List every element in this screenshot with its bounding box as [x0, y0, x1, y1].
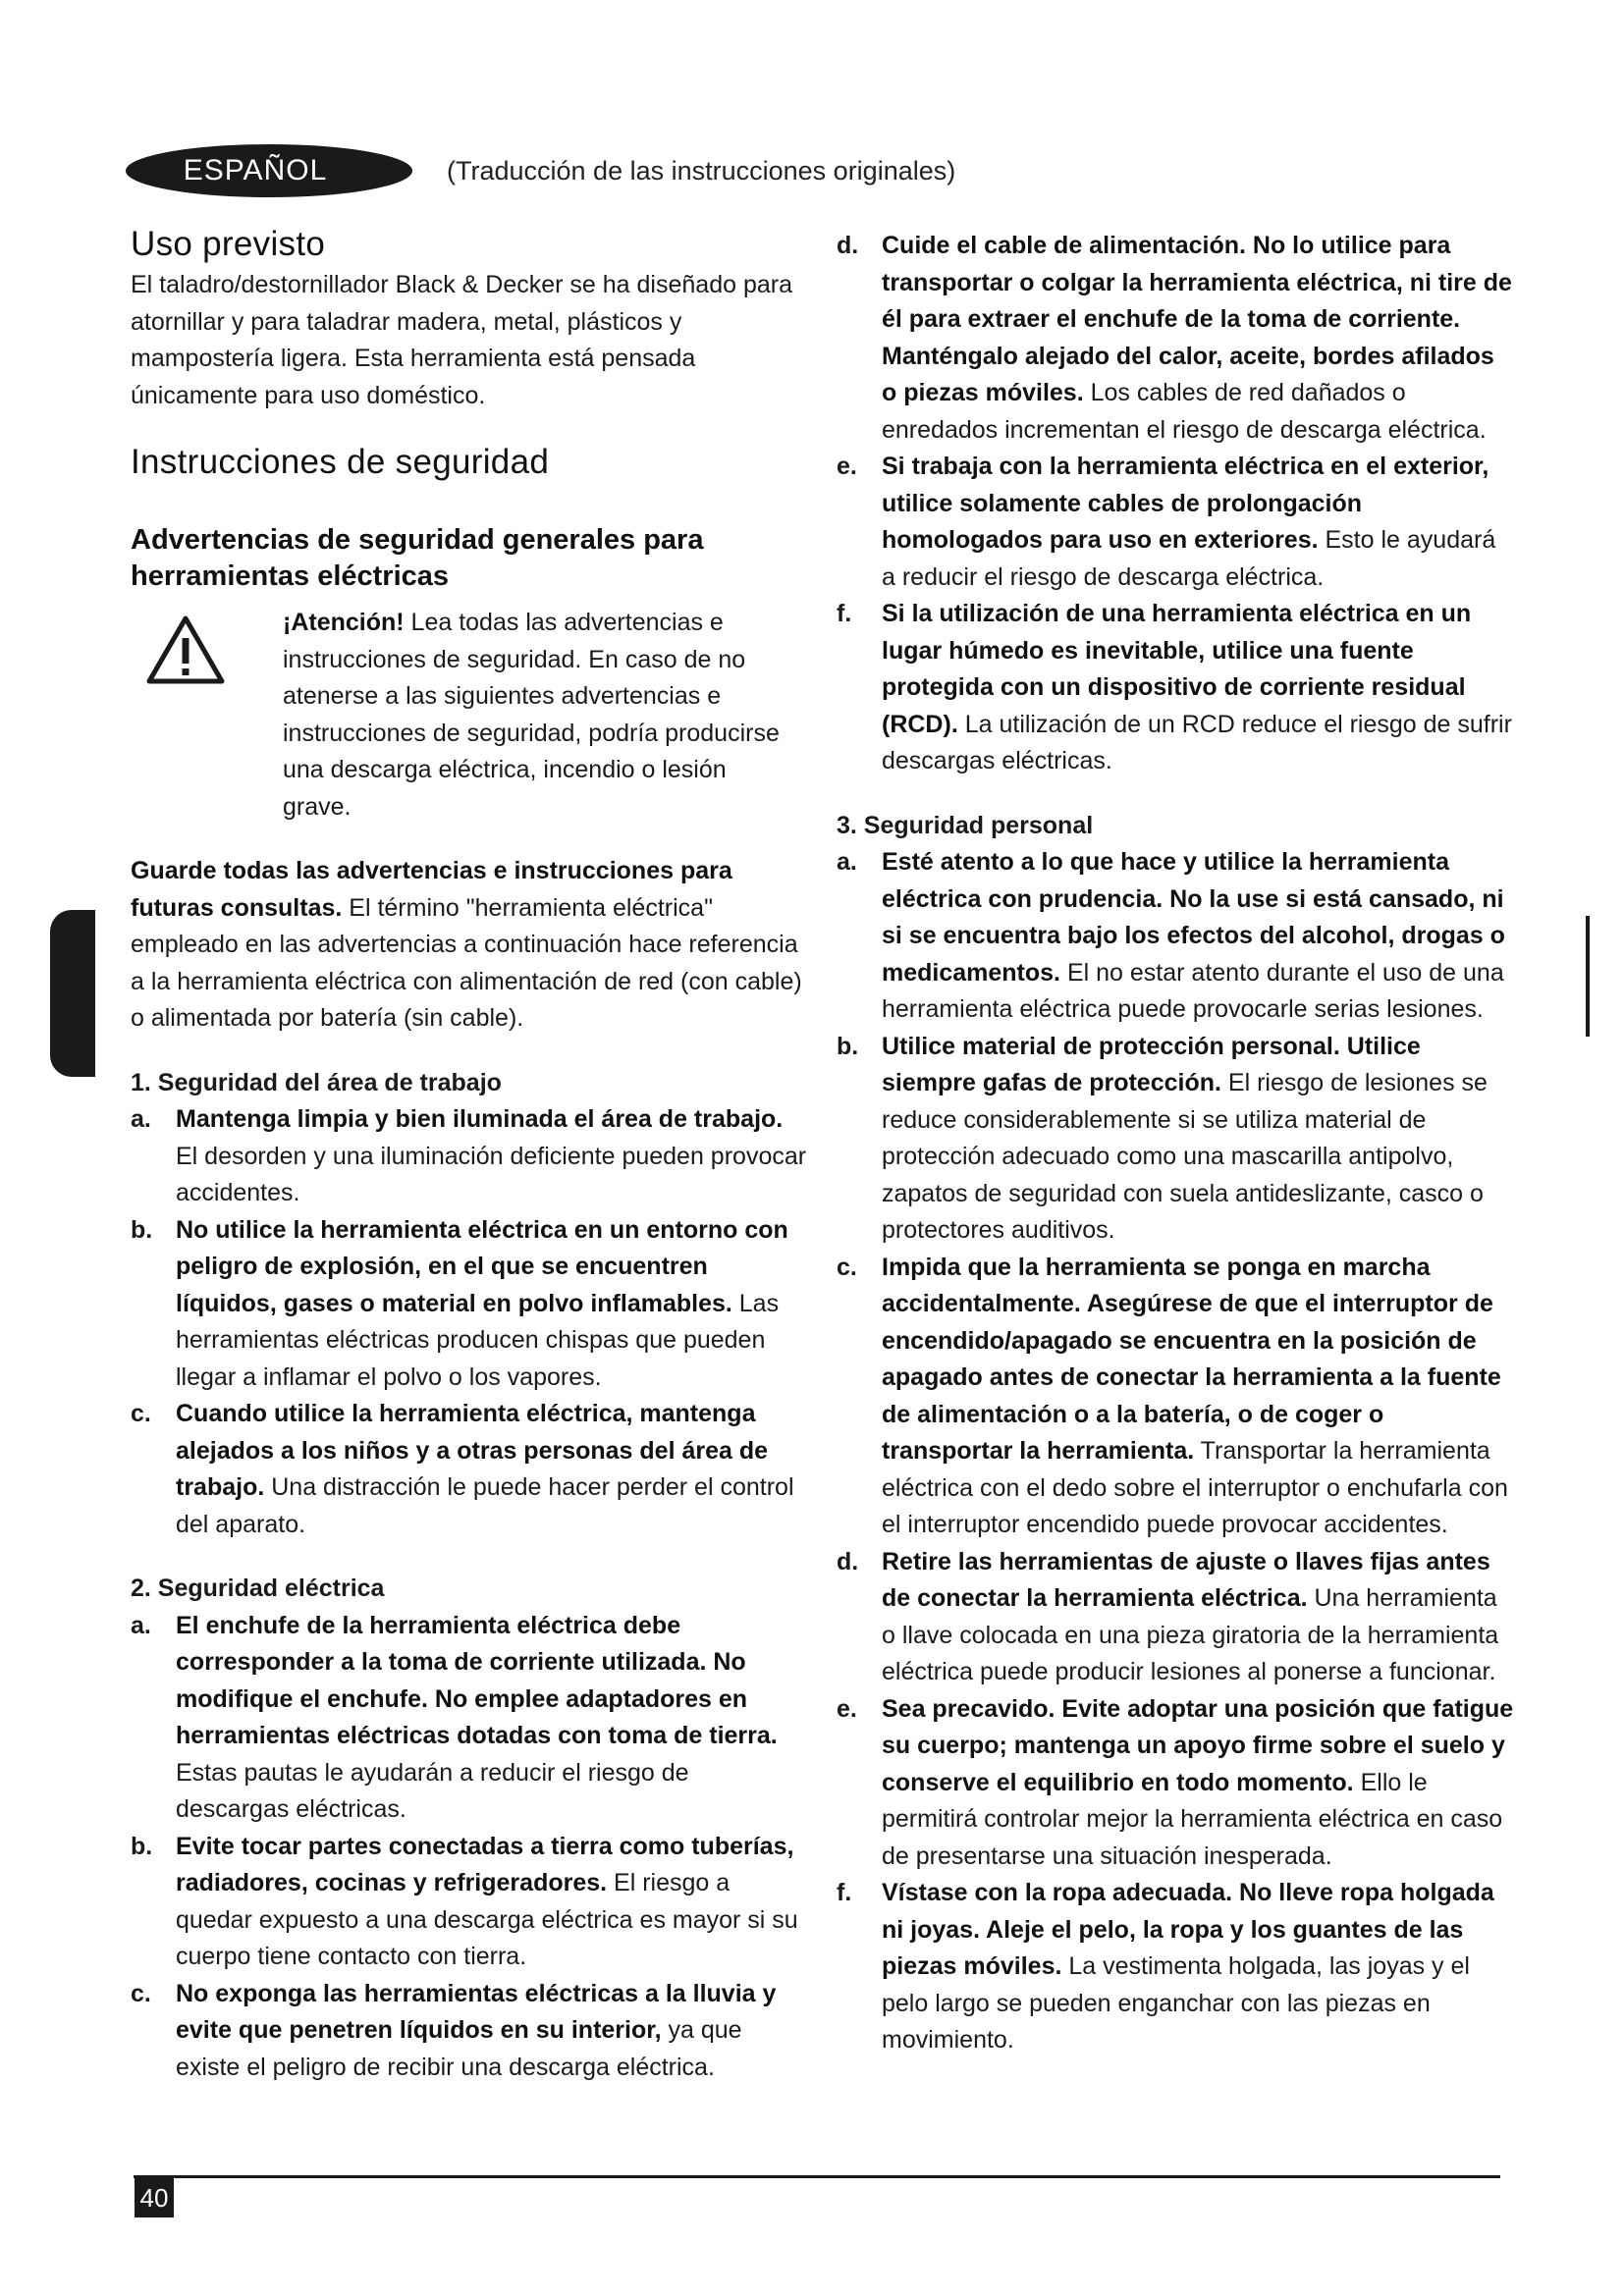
item-text: Una herramienta o llave colocada en una pieza giratoria de la herramienta eléctrica puede producir lesiones al ponerse a funcionar. — [882, 1584, 1499, 1685]
uso-previsto-text: El taladro/destornillador Black & Decker se ha diseñado para atornillar y para taladrar madera, metal, plásticos y mampostería ligera. Esta herramienta está pensada únicamente para uso doméstico. — [131, 271, 792, 409]
guarde-paragraph — [131, 853, 808, 1038]
list-item — [837, 1250, 1514, 1544]
item-bold: Esté atento a lo que hace y utilice la herramienta eléctrica con prudencia. No la use si está cansado, ni si se encuentra bajo los efectos del alcohol, drogas o medicamentos. — [882, 848, 1505, 987]
left-column — [131, 224, 808, 2086]
instrucciones-heading: Instrucciones de seguridad — [131, 443, 550, 481]
item-text: Transportar la herramienta eléctrica con el dedo sobre el interruptor o enchufarla con el interruptor encendido puede provocar accidentes. — [882, 1437, 1508, 1538]
uso-previsto-heading: Uso previsto — [131, 225, 326, 263]
list-item — [131, 1396, 808, 1543]
item-label: c. — [131, 1979, 151, 2007]
advertencias-heading: Advertencias de seguridad generales para herramientas eléctricas — [131, 524, 704, 592]
item-text: Estas pautas le ayudarán a reducir el riesgo de descargas eléctricas. — [176, 1758, 689, 1823]
item-bold: El enchufe de la herramienta eléctrica debe corresponder a la toma de corriente utilizada. No modifique el enchufe. No emplee adaptadores en herramientas eléctricas dotadas con toma de tierra. — [176, 1611, 778, 1749]
item-label: a. — [131, 1105, 151, 1133]
item-label: e. — [837, 1694, 857, 1723]
item-bold: Evite tocar partes conectadas a tierra como tuberías, radiadores, cocinas y refrigeradores. — [176, 1832, 794, 1896]
page-number: 40 — [135, 2178, 174, 2217]
list-item — [131, 1212, 808, 1397]
list-item — [837, 449, 1514, 596]
item-text: La utilización de un RCD reduce el riesgo de sufrir descargas eléctricas. — [882, 710, 1512, 774]
item-bold: Mantenga limpia y bien iluminada el área de trabajo. — [176, 1105, 784, 1133]
list-item — [131, 1608, 808, 1829]
item-label: b. — [131, 1832, 153, 1860]
item-bold: Vístase con la ropa adecuada. No lleve ropa holgada ni joyas. Aleje el pelo, la ropa y los guantes de las piezas móviles. — [882, 1879, 1494, 1980]
item-text: El riesgo a quedar expuesto a una descarga eléctrica es mayor si su cuerpo tiene contacto con tierra. — [176, 1869, 798, 1970]
item-label: a. — [131, 1611, 151, 1639]
list-item — [837, 596, 1514, 780]
item-label: f. — [837, 600, 852, 627]
item-text: Ello le permitirá controlar mejor la herramienta eléctrica en caso de presentarse una situación inesperada. — [882, 1768, 1503, 1870]
list-item — [837, 1875, 1514, 2059]
item-label: c. — [837, 1253, 857, 1281]
item-text: La vestimenta holgada, las joyas y el pelo largo se pueden enganchar con las piezas en movimiento. — [882, 1952, 1470, 2054]
margin-marker — [1586, 916, 1590, 1037]
item-text: Esto le ayudará a reducir el riesgo de descarga eléctrica. — [882, 526, 1496, 591]
item-label: d. — [837, 232, 859, 259]
guarde-body: El término "herramienta eléctrica" empleado en las advertencias a continuación hace referencia a la herramienta eléctrica con alimentación de red (con cable) o alimentada por batería (sin cable). — [131, 893, 802, 1032]
item-bold: Si trabaja con la herramienta eléctrica en el exterior, utilice solamente cables de prolongación homologados para uso en exteriores. — [882, 453, 1489, 554]
item-bold: No exponga las herramientas eléctricas a la lluvia y evite que penetren líquidos en su interior, — [176, 1979, 777, 2044]
list-item — [837, 1029, 1514, 1250]
section-2-list-continued — [837, 228, 1514, 780]
header — [126, 144, 955, 197]
item-bold: Retire las herramientas de ajuste o llaves fijas antes de conectar la herramienta eléctrica. — [882, 1547, 1490, 1612]
item-label: e. — [837, 453, 857, 480]
section-thumb-tab — [50, 910, 95, 1077]
section-2-title: 2. Seguridad eléctrica — [131, 1575, 385, 1602]
language-badge — [126, 144, 412, 197]
item-label: a. — [837, 848, 857, 876]
section-1-title: 1. Seguridad del área de trabajo — [131, 1068, 502, 1096]
item-text: Una distracción le puede hacer perder el control del aparato. — [176, 1473, 794, 1538]
list-item — [131, 1976, 808, 2087]
section-1-list — [131, 1101, 808, 1543]
item-text: Las herramientas eléctricas producen chispas que pueden llegar a inflamar el polvo o los vapores. — [176, 1289, 780, 1391]
item-bold: No utilice la herramienta eléctrica en un entorno con peligro de explosión, en el que se encuentren líquidos, gases o material en polvo inflamables. — [176, 1215, 788, 1317]
warning-bold: ¡Atención! — [283, 609, 405, 636]
right-column — [837, 228, 1514, 2059]
item-bold: Impida que la herramienta se ponga en marcha accidentalmente. Asegúrese de que el interruptor de encendido/apagado se encuentra en la posición de apagado antes de conectar la herramienta a la fuente de alimentación o a la batería, o de coger o transportar la herramienta. — [882, 1253, 1501, 1465]
item-label: f. — [837, 1879, 852, 1906]
item-bold: Cuando utilice la herramienta eléctrica, mantenga alejados a los niños y a otras personas del área de trabajo. — [176, 1400, 769, 1501]
list-item — [131, 1101, 808, 1212]
item-label: c. — [131, 1400, 151, 1427]
item-bold: Sea precavido. Evite adoptar una posición que fatigue su cuerpo; mantenga un apoyo firme sobre el suelo y conserve el equilibrio en todo momento. — [882, 1694, 1514, 1796]
warning-body: Lea todas las advertencias e instrucciones de seguridad. En caso de no atenerse a las siguientes advertencias e instrucciones de seguridad, podría producirse una descarga eléctrica, incendio o lesión grave. — [283, 609, 780, 821]
list-item — [837, 1544, 1514, 1691]
footer-rule — [134, 2175, 1500, 2178]
item-text: ya que existe el peligro de recibir una descarga eléctrica. — [176, 2016, 742, 2081]
item-label: b. — [131, 1215, 153, 1244]
list-item — [837, 1691, 1514, 1876]
item-text: Los cables de red dañados o enredados incrementan el riesgo de descarga eléctrica. — [882, 379, 1487, 444]
language-label: ESPAÑOL — [183, 154, 328, 187]
guarde-bold: Guarde todas las advertencias e instrucciones para futuras consultas. — [131, 857, 732, 922]
translation-subtitle: (Traducción de las instrucciones originales) — [447, 155, 956, 186]
item-text: El riesgo de lesiones se reduce considerablemente si se utiliza material de protección adecuado como una mascarilla antipolvo, zapatos de seguridad con suela antideslizante, casco o protectores auditivos. — [882, 1069, 1488, 1244]
section-2-list — [131, 1608, 808, 2087]
list-item — [131, 1829, 808, 1976]
section-3-title: 3. Seguridad personal — [837, 811, 1094, 839]
list-item — [837, 228, 1514, 449]
warning-triangle-icon — [131, 605, 251, 826]
warning-block — [131, 605, 808, 826]
item-bold: Utilice material de protección personal. Utilice siempre gafas de protección. — [882, 1032, 1421, 1096]
list-item — [837, 844, 1514, 1029]
item-text: El desorden y una iluminación deficiente pueden provocar accidentes. — [176, 1142, 807, 1206]
item-label: d. — [837, 1547, 859, 1575]
item-bold: Si la utilización de una herramienta eléctrica en un lugar húmedo es inevitable, utilice una fuente protegida con un dispositivo de corriente residual (RCD). — [882, 600, 1472, 738]
item-text: El no estar atento durante el uso de una herramienta eléctrica puede provocarle serias lesiones. — [882, 958, 1504, 1023]
item-bold: Cuide el cable de alimentación. No lo utilice para transportar o colgar la herramienta eléctrica, ni tire de él para extraer el enchufe de la toma de corriente. Manténgalo alejado del calor, aceite, bordes afilados o piezas móviles. — [882, 232, 1512, 406]
warning-text — [251, 605, 798, 826]
section-3-list — [837, 844, 1514, 2059]
item-label: b. — [837, 1032, 859, 1060]
